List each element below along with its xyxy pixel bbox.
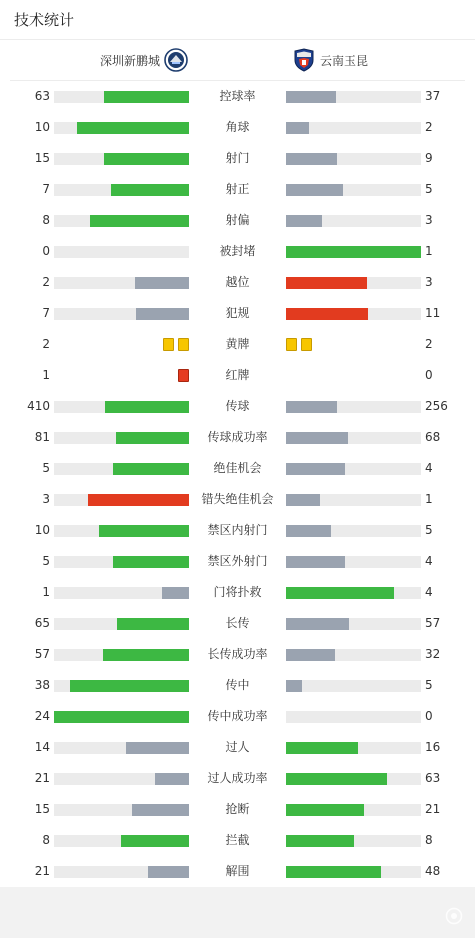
home-stat-value: 14 <box>34 740 50 754</box>
home-stat-value: 5 <box>42 461 50 475</box>
home-stat-bar-fill <box>113 463 189 475</box>
home-stat-bar <box>54 432 189 444</box>
home-stat-bar-fill <box>113 556 189 568</box>
away-stat-value: 3 <box>425 213 433 227</box>
away-stat-value: 11 <box>425 306 441 320</box>
home-stat-value: 57 <box>34 647 50 661</box>
away-stat-value: 4 <box>425 554 433 568</box>
stat-row <box>0 794 475 825</box>
home-stat-bar-fill <box>105 401 189 413</box>
stat-label: 射偏 <box>225 213 250 227</box>
away-stat-bar-fill <box>286 649 335 661</box>
stat-row <box>0 546 475 577</box>
away-stat-bar-fill <box>286 587 394 599</box>
stat-row <box>0 81 475 112</box>
away-stat-bar <box>286 463 421 475</box>
away-stat-value: 63 <box>425 771 441 785</box>
stat-row <box>0 205 475 236</box>
away-stat-bar <box>286 649 421 661</box>
away-stat-value: 0 <box>425 709 433 723</box>
stat-row <box>0 763 475 794</box>
away-stat-bar-fill <box>286 866 381 878</box>
away-stat-value: 5 <box>425 523 433 537</box>
home-stat-value: 81 <box>34 430 50 444</box>
away-stat-value: 21 <box>425 802 441 816</box>
home-stat-bar <box>54 680 189 692</box>
stat-label: 传球成功率 <box>207 430 268 444</box>
home-stat-value: 10 <box>34 523 50 537</box>
stat-label: 禁区外射门 <box>207 554 268 568</box>
away-stat-bar-fill <box>286 835 354 847</box>
stat-row <box>0 484 475 515</box>
away-stat-bar-fill <box>286 122 309 134</box>
stat-row <box>0 174 475 205</box>
away-stat-value: 0 <box>425 368 433 382</box>
stat-row <box>0 236 475 267</box>
away-stat-value: 5 <box>425 678 433 692</box>
stat-row <box>0 422 475 453</box>
away-stat-value: 8 <box>425 833 433 847</box>
stat-row <box>0 453 475 484</box>
away-team[interactable] <box>292 40 368 80</box>
away-stat-bar-fill <box>286 432 348 444</box>
home-stat-bar-fill <box>136 308 189 320</box>
home-stat-bar-fill <box>90 215 189 227</box>
page-title: 技术统计 <box>14 11 75 29</box>
home-stat-value: 10 <box>34 120 50 134</box>
home-stat-bar <box>54 153 189 165</box>
away-stat-value: 48 <box>425 864 441 878</box>
stat-label: 传中 <box>225 678 250 692</box>
away-stat-bar-fill <box>286 215 322 227</box>
stat-row <box>0 267 475 298</box>
stat-row <box>0 577 475 608</box>
home-stat-value: 15 <box>34 802 50 816</box>
away-stat-bar <box>286 680 421 692</box>
away-stat-value: 2 <box>425 120 433 134</box>
away-stat-bar-fill <box>286 804 364 816</box>
stat-label: 红牌 <box>225 368 250 382</box>
home-stat-value: 1 <box>42 368 50 382</box>
home-stat-bar-fill <box>77 122 189 134</box>
home-stat-bar <box>54 804 189 816</box>
away-stat-bar-fill <box>286 525 331 537</box>
home-stat-value: 3 <box>42 492 50 506</box>
stat-label: 长传成功率 <box>207 647 268 661</box>
home-stat-bar-fill <box>103 649 189 661</box>
away-stat-value: 4 <box>425 461 433 475</box>
home-stat-bar <box>54 773 189 785</box>
away-team-logo-icon <box>292 48 316 72</box>
away-stat-value: 16 <box>425 740 441 754</box>
home-team-name: 深圳新鹏城 <box>99 53 160 68</box>
home-stat-value: 24 <box>34 709 50 723</box>
away-stat-bar-fill <box>286 494 320 506</box>
away-stat-bar <box>286 773 421 785</box>
stat-row <box>0 608 475 639</box>
away-stat-bar-fill <box>286 773 387 785</box>
home-stat-value: 15 <box>34 151 50 165</box>
home-stat-value: 38 <box>34 678 50 692</box>
home-stat-bar-fill <box>70 680 189 692</box>
away-stat-value: 32 <box>425 647 441 661</box>
home-stat-bar <box>54 215 189 227</box>
home-stat-bar <box>54 835 189 847</box>
stat-row <box>0 732 475 763</box>
away-stat-bar <box>286 742 421 754</box>
home-team-logo-icon <box>164 48 188 72</box>
away-stat-bar-fill <box>286 680 302 692</box>
home-stat-value: 21 <box>34 864 50 878</box>
away-stat-bar <box>286 91 421 103</box>
away-stat-value: 1 <box>425 244 433 258</box>
footer <box>0 887 475 938</box>
home-stat-bar-fill <box>111 184 189 196</box>
home-stat-bar-fill <box>88 494 189 506</box>
away-stat-bar <box>286 401 421 413</box>
away-stat-value: 68 <box>425 430 441 444</box>
stat-label: 犯规 <box>225 306 250 320</box>
away-stat-value: 2 <box>425 337 433 351</box>
stats-list <box>0 81 475 887</box>
home-stat-bar <box>54 122 189 134</box>
stat-label: 绝佳机会 <box>213 461 262 475</box>
home-stat-bar-fill <box>135 277 189 289</box>
away-stat-bar <box>286 153 421 165</box>
home-stat-bar <box>54 91 189 103</box>
stat-label: 角球 <box>225 120 250 134</box>
stat-label: 射正 <box>225 182 250 196</box>
home-stat-bar-fill <box>104 153 189 165</box>
watermark-logo-icon <box>445 907 463 929</box>
stat-label: 禁区内射门 <box>207 523 268 537</box>
home-cards <box>178 369 189 382</box>
stat-label: 控球率 <box>219 89 256 103</box>
away-stat-bar-fill <box>286 401 337 413</box>
away-stat-bar-fill <box>286 308 368 320</box>
stat-label: 门将扑救 <box>213 585 262 599</box>
away-stat-bar <box>286 835 421 847</box>
away-stat-value: 4 <box>425 585 433 599</box>
away-stat-bar <box>286 494 421 506</box>
home-stat-value: 63 <box>34 89 50 103</box>
away-stat-value: 256 <box>425 399 448 413</box>
stat-label: 传球 <box>225 399 250 413</box>
yellow-card-icon <box>301 338 312 351</box>
away-stat-bar-fill <box>286 463 345 475</box>
away-stat-value: 3 <box>425 275 433 289</box>
home-stat-value: 2 <box>42 337 50 351</box>
home-stat-value: 8 <box>42 833 50 847</box>
away-team-name: 云南玉昆 <box>320 53 369 68</box>
home-stat-bar <box>54 525 189 537</box>
away-stat-bar-fill <box>286 246 421 258</box>
away-stat-value: 57 <box>425 616 441 630</box>
stat-label: 黄牌 <box>225 337 250 351</box>
home-stat-value: 21 <box>34 771 50 785</box>
away-stat-bar-fill <box>286 556 345 568</box>
stat-row <box>0 825 475 856</box>
home-stat-value: 65 <box>34 616 50 630</box>
stat-label: 解围 <box>225 864 250 878</box>
home-stat-value: 7 <box>42 182 50 196</box>
home-stat-bar-fill <box>54 711 189 723</box>
home-stat-bar <box>54 587 189 599</box>
watermark <box>445 907 463 929</box>
home-stat-bar <box>54 494 189 506</box>
home-stat-bar-fill <box>99 525 189 537</box>
home-team[interactable] <box>100 40 188 80</box>
home-stat-bar <box>54 711 189 723</box>
away-stat-bar <box>286 184 421 196</box>
away-stat-bar <box>286 432 421 444</box>
stat-row <box>0 298 475 329</box>
home-stat-value: 5 <box>42 554 50 568</box>
stat-label: 抢断 <box>225 802 250 816</box>
home-stat-value: 8 <box>42 213 50 227</box>
away-stat-value: 9 <box>425 151 433 165</box>
stat-row <box>0 515 475 546</box>
stat-label: 传中成功率 <box>207 709 268 723</box>
home-stat-bar-fill <box>148 866 189 878</box>
home-stat-value: 410 <box>27 399 50 413</box>
home-stat-bar-fill <box>132 804 189 816</box>
stat-row <box>0 143 475 174</box>
away-stat-bar <box>286 618 421 630</box>
home-stat-bar <box>54 401 189 413</box>
home-stat-bar-fill <box>155 773 189 785</box>
away-stat-bar <box>286 711 421 723</box>
away-stat-bar <box>286 308 421 320</box>
away-stat-value: 37 <box>425 89 441 103</box>
away-stat-value: 5 <box>425 182 433 196</box>
away-stat-bar-fill <box>286 277 367 289</box>
home-stat-bar <box>54 308 189 320</box>
away-stat-bar <box>286 556 421 568</box>
stat-row <box>0 670 475 701</box>
stat-label: 越位 <box>225 275 250 289</box>
away-stat-bar <box>286 804 421 816</box>
home-stat-bar <box>54 184 189 196</box>
home-stat-value: 0 <box>42 244 50 258</box>
page-header <box>0 0 475 40</box>
red-card-icon <box>178 369 189 382</box>
home-stat-bar <box>54 866 189 878</box>
home-stat-bar <box>54 277 189 289</box>
home-stat-value: 1 <box>42 585 50 599</box>
stat-label: 被封堵 <box>219 244 256 258</box>
home-stat-bar <box>54 556 189 568</box>
stat-label: 拦截 <box>225 833 250 847</box>
away-stat-bar <box>286 122 421 134</box>
stat-label: 过人 <box>225 740 250 754</box>
home-cards <box>163 338 189 351</box>
away-stat-bar <box>286 866 421 878</box>
stat-row <box>0 329 475 360</box>
stat-label: 错失绝佳机会 <box>201 492 274 506</box>
away-stat-bar-fill <box>286 91 336 103</box>
away-stat-bar-fill <box>286 742 358 754</box>
stat-row <box>0 112 475 143</box>
stat-row <box>0 701 475 732</box>
away-stat-bar <box>286 525 421 537</box>
home-stat-bar-fill <box>116 432 189 444</box>
home-stat-bar-fill <box>121 835 189 847</box>
stat-row <box>0 391 475 422</box>
away-stat-bar-fill <box>286 184 343 196</box>
home-stat-bar-fill <box>162 587 189 599</box>
away-stat-bar <box>286 277 421 289</box>
away-stat-bar <box>286 215 421 227</box>
home-stat-bar <box>54 649 189 661</box>
stat-label: 射门 <box>225 151 250 165</box>
yellow-card-icon <box>286 338 297 351</box>
away-stat-value: 1 <box>425 492 433 506</box>
away-cards <box>286 338 312 351</box>
home-stat-bar-fill <box>104 91 189 103</box>
stat-row <box>0 856 475 887</box>
stat-label: 长传 <box>225 616 250 630</box>
away-stat-bar <box>286 587 421 599</box>
stat-row <box>0 639 475 670</box>
home-stat-bar <box>54 463 189 475</box>
home-stat-bar-fill <box>117 618 189 630</box>
stat-row <box>0 360 475 391</box>
teams-row <box>10 40 465 81</box>
away-stat-bar-fill <box>286 153 337 165</box>
home-stat-value: 2 <box>42 275 50 289</box>
home-stat-bar <box>54 742 189 754</box>
away-stat-bar-fill <box>286 618 349 630</box>
yellow-card-icon <box>178 338 189 351</box>
stat-label: 过人成功率 <box>207 771 268 785</box>
home-stat-bar <box>54 246 189 258</box>
away-stat-bar <box>286 246 421 258</box>
home-stat-bar-fill <box>126 742 189 754</box>
home-stat-value: 7 <box>42 306 50 320</box>
yellow-card-icon <box>163 338 174 351</box>
home-stat-bar <box>54 618 189 630</box>
